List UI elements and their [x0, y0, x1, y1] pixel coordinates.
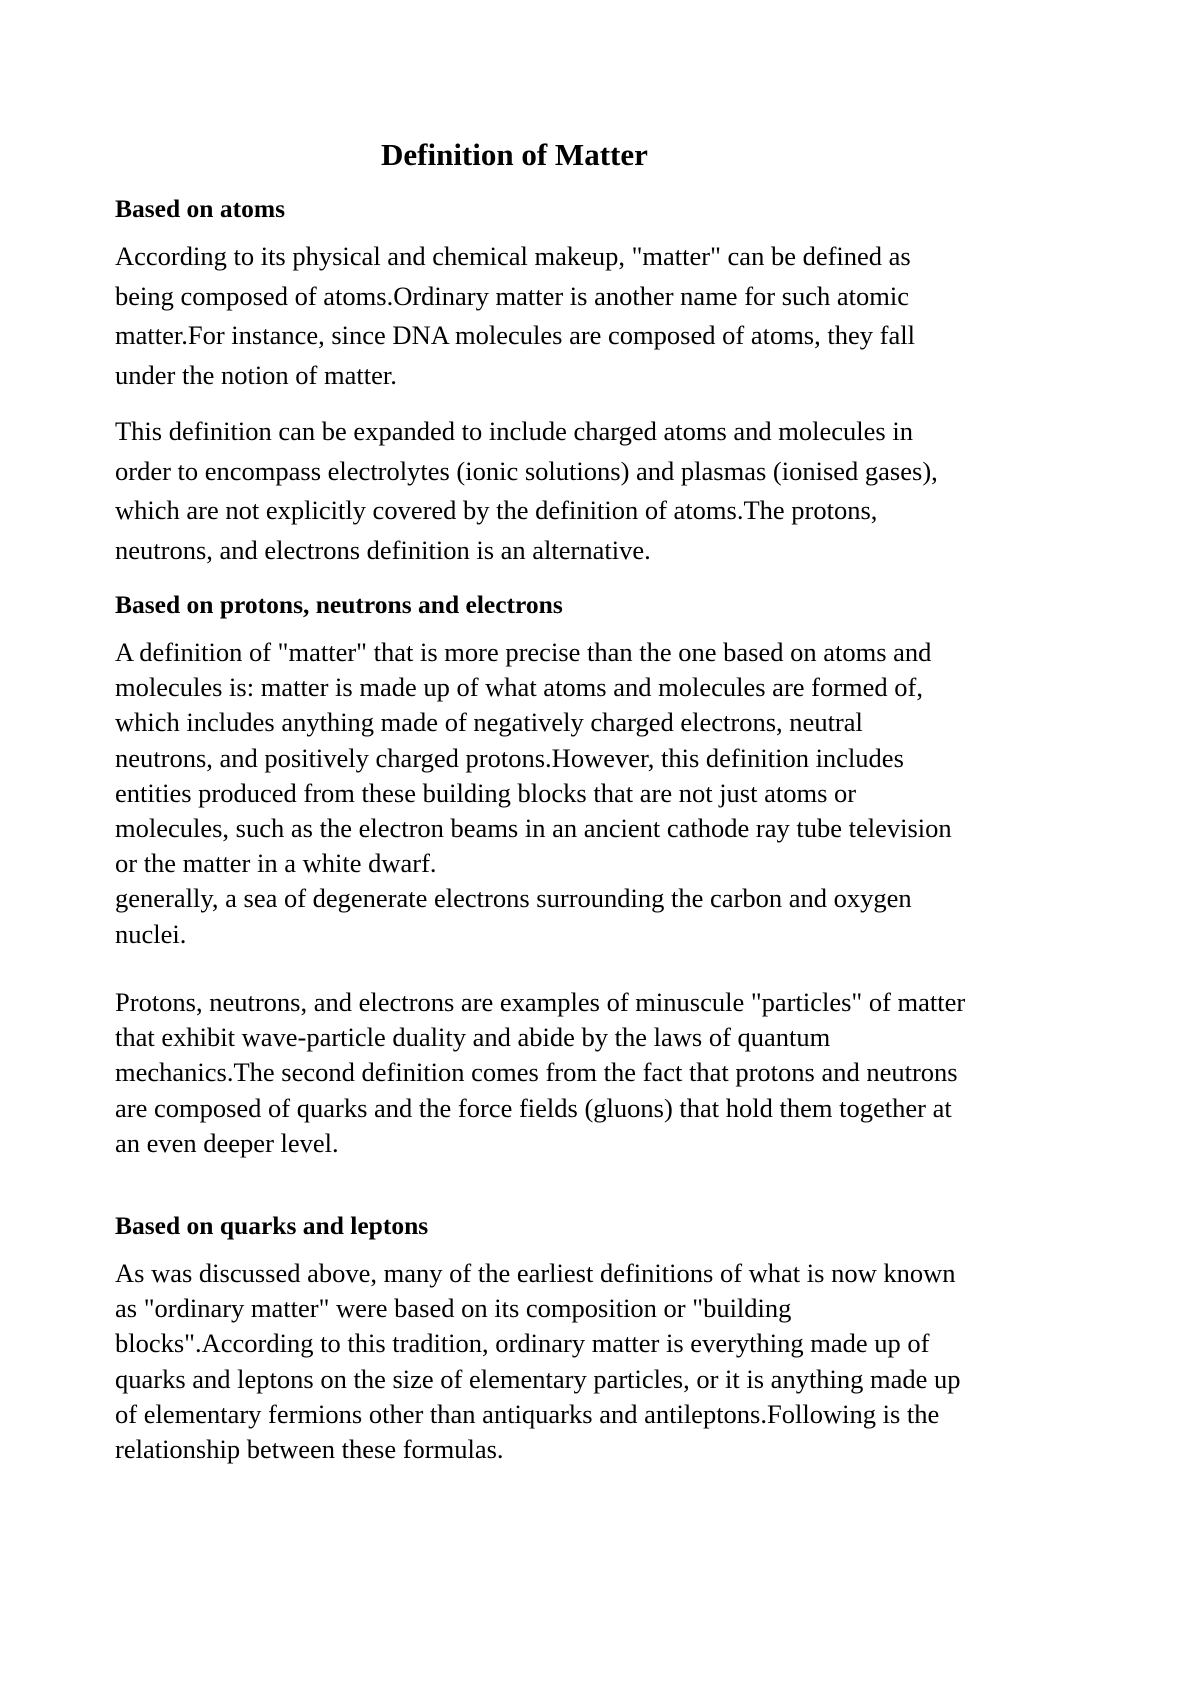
section-heading-protons-neutrons-electrons: Based on protons, neutrons and electrons — [115, 590, 563, 619]
text-line: blocks".According to this tradition, ordinary matter is everything made up of — [115, 1328, 930, 1359]
text-line: as "ordinary matter" were based on its composition or "building — [115, 1293, 792, 1324]
text-line: are composed of quarks and the force fields (gluons) that hold them together at — [115, 1092, 952, 1123]
text-line: generally, a sea of degenerate electrons surrounding the carbon and oxygen — [115, 883, 912, 914]
text-line: Protons, neutrons, and electrons are examples of minuscule "particles" of matter — [115, 987, 966, 1017]
paragraph-atoms-1 — [115, 237, 1115, 396]
text-line: molecules is: matter is made up of what atoms and molecules are formed of, — [115, 672, 924, 703]
text-line: neutrons, and electrons definition is an alternative. — [115, 535, 651, 566]
text-line: This definition can be expanded to include charged atoms and molecules in — [115, 416, 913, 446]
text-line: quarks and leptons on the size of elementary particles, or it is anything made up — [115, 1363, 961, 1394]
paragraph-protons-2 — [115, 985, 1115, 1161]
section-heading-atoms: Based on atoms — [115, 194, 286, 223]
text-line: According to its physical and chemical makeup, "matter" can be defined as — [115, 241, 911, 271]
text-line: As was discussed above, many of the earliest definitions of what is now known — [115, 1258, 956, 1288]
text-line: A definition of "matter" that is more precise than the one based on atoms and — [115, 637, 932, 667]
text-line: order to encompass electrolytes (ionic solutions) and plasmas (ionised gases), — [115, 455, 938, 486]
paragraph-quarks-1 — [115, 1256, 1115, 1467]
text-line: under the notion of matter. — [115, 360, 397, 391]
text-line: which are not explicitly covered by the definition of atoms.The protons, — [115, 495, 878, 526]
section-heading-quarks-leptons: Based on quarks and leptons — [115, 1211, 429, 1240]
text-line: matter.For instance, since DNA molecules are composed of atoms, they fall — [115, 320, 915, 351]
document-title: Definition of Matter — [381, 137, 648, 172]
text-line: which includes anything made of negatively charged electrons, neutral — [115, 707, 863, 738]
text-line: or the matter in a white dwarf. — [115, 848, 437, 879]
text-line: neutrons, and positively charged protons.However, this definition includes — [115, 742, 904, 773]
text-line: relationship between these formulas. — [115, 1434, 504, 1465]
text-line: entities produced from these building blocks that are not just atoms or — [115, 777, 857, 808]
text-line: nuclei. — [115, 918, 187, 949]
text-line: being composed of atoms.Ordinary matter is another name for such atomic — [115, 280, 910, 311]
text-line: molecules, such as the electron beams in an ancient cathode ray tube television — [115, 813, 952, 844]
text-line: an even deeper level. — [115, 1127, 339, 1158]
paragraph-protons-1 — [115, 635, 1115, 952]
text-line: that exhibit wave-particle duality and abide by the laws of quantum — [115, 1022, 831, 1053]
text-line: of elementary fermions other than antiquarks and antileptons.Following is the — [115, 1398, 940, 1429]
text-line: mechanics.The second definition comes from the fact that protons and neutrons — [115, 1057, 958, 1088]
paragraph-atoms-2 — [115, 412, 1115, 571]
